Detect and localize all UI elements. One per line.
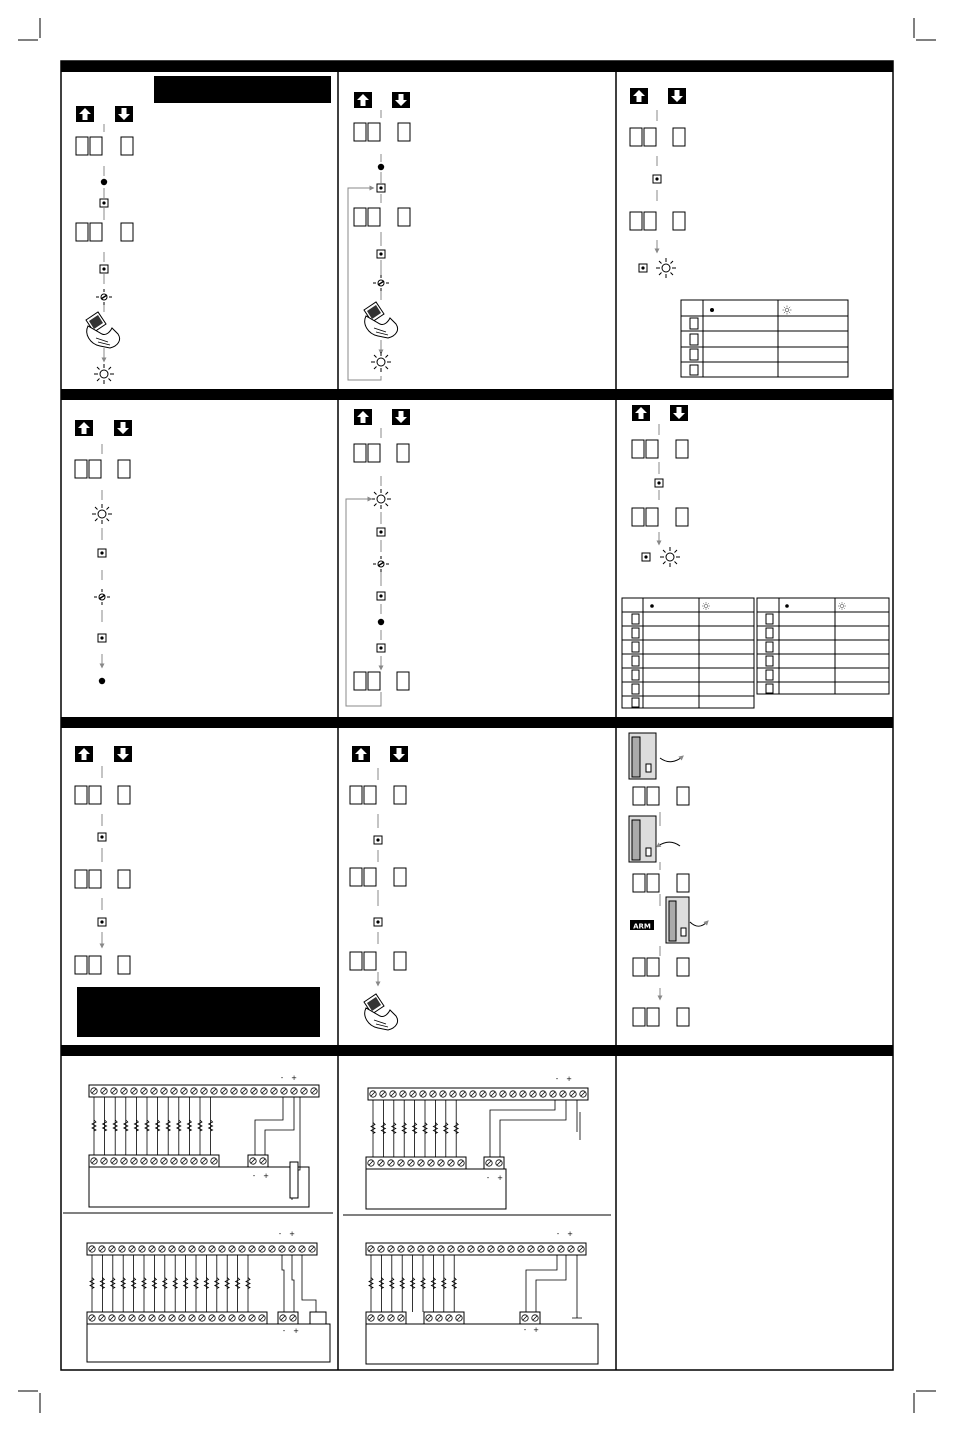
polarity-label: - (486, 1174, 490, 1182)
panel-step-6 (622, 405, 889, 708)
led-flash-icon (371, 352, 391, 372)
panel-step-1 (76, 106, 133, 384)
panel-step-7 (75, 746, 132, 974)
led-half-icon (373, 275, 389, 291)
led-on-icon (99, 678, 105, 684)
arrow-up-icon[interactable] (76, 106, 94, 122)
led-flash-icon (92, 504, 112, 524)
arrow-down-icon[interactable] (670, 405, 688, 421)
led-flash-icon (371, 489, 391, 509)
crop-marks (18, 18, 936, 1413)
button-icon[interactable] (377, 644, 385, 652)
door-icon (629, 816, 656, 862)
arrow-up-icon[interactable] (354, 92, 372, 108)
hand-remote-icon (86, 312, 120, 348)
arrow-up-icon[interactable] (75, 420, 93, 436)
arrow-up-icon[interactable] (354, 409, 372, 425)
panel-outline (366, 1324, 598, 1364)
button-icon[interactable] (377, 184, 385, 192)
panel-step-4 (75, 420, 132, 684)
arrow-down-icon[interactable] (392, 409, 410, 425)
led-flash-icon (656, 258, 676, 278)
panel-outline (366, 1169, 506, 1209)
section-bands (61, 61, 893, 1056)
arrow-down-icon[interactable] (114, 746, 132, 762)
arm-badge-label: ARM (633, 922, 651, 931)
arrow-down-icon[interactable] (668, 88, 686, 104)
button-icon[interactable] (374, 918, 382, 926)
arrow-up-icon[interactable] (75, 746, 93, 762)
led-half-icon (96, 289, 112, 305)
polarity-label: + (289, 1230, 295, 1238)
button-icon[interactable] (98, 833, 106, 841)
led-on-icon (378, 619, 384, 625)
panel-step-8 (350, 746, 408, 1030)
polarity-label: + (497, 1174, 503, 1182)
polarity-label: + (533, 1326, 539, 1334)
led-half-icon (373, 556, 389, 572)
function-table-left (622, 598, 754, 708)
button-icon[interactable] (377, 250, 385, 258)
panel-outline (89, 1167, 309, 1207)
panel-step-3 (630, 88, 848, 377)
panel-step-2 (348, 92, 410, 380)
led-half-icon (94, 589, 110, 605)
wiring-diagrams (87, 1074, 598, 1364)
led-on-icon (378, 164, 384, 170)
polarity-label: + (567, 1230, 573, 1238)
led-on-icon (101, 179, 107, 185)
panel-step-9 (629, 733, 707, 1026)
button-icon[interactable] (655, 479, 663, 487)
arrow-down-icon[interactable] (390, 746, 408, 762)
button-icon[interactable] (639, 264, 647, 272)
button-icon[interactable] (100, 199, 108, 207)
polarity-label: - (555, 1075, 559, 1083)
panel-step-5 (346, 409, 410, 706)
polarity-label: - (280, 1074, 284, 1082)
button-icon[interactable] (642, 553, 650, 561)
polarity-label: - (278, 1230, 282, 1238)
polarity-label: - (556, 1230, 560, 1238)
arrow-down-icon[interactable] (114, 420, 132, 436)
button-icon[interactable] (98, 634, 106, 642)
arrow-up-icon[interactable] (630, 88, 648, 104)
door-icon (629, 733, 656, 779)
polarity-label: + (566, 1075, 572, 1083)
arrow-up-icon[interactable] (352, 746, 370, 762)
button-icon[interactable] (653, 175, 661, 183)
polarity-label: - (523, 1326, 527, 1334)
hand-remote-icon (364, 302, 398, 338)
button-icon[interactable] (377, 528, 385, 536)
polarity-label: - (252, 1172, 256, 1180)
door-icon (666, 897, 689, 943)
hand-remote-icon (364, 994, 398, 1030)
button-icon[interactable] (100, 265, 108, 273)
button-icon[interactable] (377, 592, 385, 600)
button-icon[interactable] (98, 918, 106, 926)
arrow-up-icon[interactable] (632, 405, 650, 421)
led-flash-icon (660, 547, 680, 567)
function-table-right (757, 598, 889, 694)
button-icon[interactable] (98, 549, 106, 557)
polarity-label: - (282, 1327, 286, 1335)
arrow-down-icon[interactable] (392, 92, 410, 108)
button-icon[interactable] (374, 836, 382, 844)
arrow-down-icon[interactable] (115, 106, 133, 122)
polarity-label: + (293, 1327, 299, 1335)
polarity-label: + (263, 1172, 269, 1180)
status-table (681, 300, 848, 377)
page-frame (61, 61, 893, 1370)
polarity-label: + (291, 1074, 297, 1082)
led-flash-icon (94, 364, 114, 384)
